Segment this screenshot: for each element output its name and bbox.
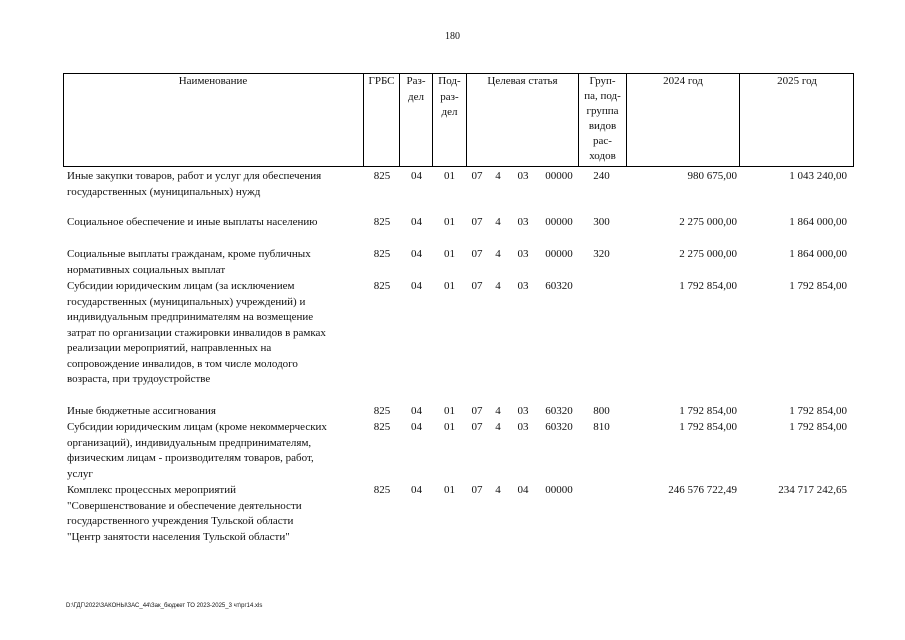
group-cell: 240 — [593, 170, 610, 182]
target-part4-cell: 00000 — [545, 248, 573, 260]
row-name-line: физическим лицам - производителям товаров, работ, — [67, 452, 314, 464]
target-part2-cell: 4 — [495, 280, 501, 292]
row-name-line: сопровождение инвалидов, в том числе молодого — [67, 357, 298, 370]
amount-2024-cell: 246 576 722,49 — [668, 484, 737, 496]
amount-2025-cell: 1 792 854,00 — [789, 280, 847, 292]
amount-2025-cell: 1 864 000,00 — [789, 216, 847, 228]
row-name-line: Социальные выплаты гражданам, кроме публичных — [67, 248, 311, 260]
amount-2024-cell: 1 792 854,00 — [679, 421, 737, 433]
target-part1-cell: 07 — [471, 170, 483, 182]
row-name-line: реализации мероприятий, направленных на — [67, 342, 272, 354]
target-part3-cell: 03 — [517, 280, 529, 292]
header-group — [579, 74, 626, 164]
page-number: 180 — [445, 31, 460, 42]
row-name-line: "Совершенствование и обеспечение деятельности — [67, 499, 302, 512]
target-part2-cell: 4 — [495, 405, 501, 417]
razdel-cell: 04 — [411, 484, 422, 496]
target-part1-cell: 07 — [471, 405, 483, 417]
target-part1-cell: 07 — [471, 248, 483, 260]
row-name-line: "Центр занятости населения Тульской области" — [67, 530, 290, 543]
razdel-cell: 04 — [411, 216, 422, 228]
target-part2-cell: 4 — [495, 170, 501, 182]
row-name-line: услуг — [67, 467, 93, 480]
target-part2-cell: 4 — [495, 248, 501, 260]
header-podrazdel-line: дел — [441, 106, 458, 118]
podrazdel-cell: 01 — [444, 405, 455, 417]
amount-2025-cell: 1 792 854,00 — [789, 421, 847, 433]
row-name-line: индивидуальным предпринимателям на возмещение — [67, 311, 314, 323]
amount-2025-cell: 234 717 242,65 — [778, 484, 847, 496]
row-name-line: организаций), индивидуальным предпринимателям, — [67, 436, 312, 449]
header-podrazdel-line: раз- — [440, 90, 459, 103]
amount-2024-cell: 1 792 854,00 — [679, 405, 737, 417]
amount-2024-cell: 2 275 000,00 — [679, 248, 737, 260]
target-part1-cell: 07 — [471, 216, 483, 228]
grbs-cell: 825 — [373, 170, 391, 182]
target-part3-cell: 03 — [517, 421, 529, 433]
podrazdel-cell: 01 — [444, 248, 455, 260]
row-name-line: возраста, при трудоустройстве — [67, 373, 211, 385]
group-cell: 320 — [593, 248, 610, 260]
header-name: Наименование — [178, 75, 248, 87]
grbs-cell: 825 — [373, 421, 391, 433]
row-name-line: Субсидии юридическим лицам (кроме некоммерческих — [67, 421, 327, 433]
header-group-line: Груп- — [589, 75, 616, 87]
amount-2024-cell: 980 675,00 — [687, 170, 737, 182]
razdel-cell: 04 — [411, 421, 422, 433]
header-podrazdel — [433, 74, 466, 121]
group-cell: 800 — [593, 405, 610, 417]
grbs-cell: 825 — [373, 216, 391, 228]
podrazdel-cell: 01 — [444, 216, 455, 228]
file-path-footer: D:\ГДГ\2022\ЗАКОНЫ\ЗАС_44\Зак_бюджет ТО 2023-2025_3 чт\рг14.xls — [66, 603, 263, 609]
row-name-line: Иные бюджетные ассигнования — [67, 405, 216, 417]
row-name — [67, 169, 363, 200]
group-cell: 300 — [593, 216, 610, 228]
target-part2-cell: 4 — [495, 421, 501, 433]
target-part1-cell: 07 — [471, 280, 483, 292]
target-part2-cell: 4 — [495, 216, 501, 228]
row-name-line: государственных (муниципальных) нужд — [67, 185, 261, 198]
header-group-line: группа — [586, 105, 619, 117]
razdel-cell: 04 — [411, 405, 422, 417]
header-grbs: ГРБС — [368, 75, 395, 87]
group-cell: 810 — [593, 421, 610, 433]
header-2025: 2025 год — [777, 75, 817, 87]
header-podrazdel-line: Под- — [438, 75, 461, 87]
amount-2025-cell: 1 792 854,00 — [789, 405, 847, 417]
row-name-line: Иные закупки товаров, работ и услуг для обеспечения — [67, 170, 322, 182]
podrazdel-cell: 01 — [444, 280, 455, 292]
target-part4-cell: 00000 — [545, 484, 573, 496]
row-name — [67, 247, 363, 278]
target-part3-cell: 03 — [517, 248, 529, 260]
header-group-line: видов — [588, 120, 617, 132]
row-name — [67, 483, 363, 545]
row-name-line: Субсидии юридическим лицам (за исключением — [67, 280, 295, 292]
target-part3-cell: 03 — [517, 170, 529, 182]
razdel-cell: 04 — [411, 280, 422, 292]
row-name-line: нормативных социальных выплат — [67, 263, 226, 276]
row-name — [67, 404, 363, 420]
grbs-cell: 825 — [373, 405, 391, 417]
amount-2024-cell: 2 275 000,00 — [679, 216, 737, 228]
grbs-cell: 825 — [373, 280, 391, 292]
row-name — [67, 279, 363, 388]
target-part1-cell: 07 — [471, 484, 483, 496]
header-group-line: па, под- — [584, 90, 621, 102]
target-part4-cell: 60320 — [545, 405, 573, 417]
header-2024: 2024 год — [663, 75, 703, 87]
row-name-line: государственного учреждения Тульской области — [67, 515, 294, 527]
header-target: Целевая статья — [487, 75, 558, 87]
target-part3-cell: 03 — [517, 216, 529, 228]
target-part4-cell: 00000 — [545, 216, 573, 228]
row-name-line: Комплекс процессных мероприятий — [67, 484, 236, 496]
row-name-line: Социальное обеспечение и иные выплаты населению — [67, 216, 318, 228]
row-name-line: государственных (муниципальных) учреждений) и — [67, 295, 306, 308]
target-part1-cell: 07 — [471, 421, 483, 433]
header-razdel-line: Раз- — [406, 75, 426, 87]
grbs-cell: 825 — [373, 484, 391, 496]
amount-2025-cell: 1 043 240,00 — [789, 170, 847, 182]
amount-2025-cell: 1 864 000,00 — [789, 248, 847, 260]
header-group-line: ходов — [589, 150, 616, 162]
row-name — [67, 215, 363, 231]
razdel-cell: 04 — [411, 170, 422, 182]
target-part4-cell: 60320 — [545, 421, 573, 433]
header-razdel-line: дел — [408, 90, 424, 103]
podrazdel-cell: 01 — [444, 484, 455, 496]
target-part2-cell: 4 — [495, 484, 501, 496]
podrazdel-cell: 01 — [444, 421, 455, 433]
header-group-line: рас- — [593, 135, 612, 147]
row-name-line: затрат по организации стажировки инвалидов в рамках — [67, 326, 326, 339]
target-part3-cell: 04 — [517, 484, 529, 496]
header-razdel — [400, 74, 432, 105]
target-part4-cell: 00000 — [545, 170, 573, 182]
target-part3-cell: 03 — [517, 405, 529, 417]
row-name — [67, 420, 363, 482]
target-part4-cell: 60320 — [545, 280, 573, 292]
podrazdel-cell: 01 — [444, 170, 455, 182]
razdel-cell: 04 — [411, 248, 422, 260]
amount-2024-cell: 1 792 854,00 — [679, 280, 737, 292]
grbs-cell: 825 — [373, 248, 391, 260]
